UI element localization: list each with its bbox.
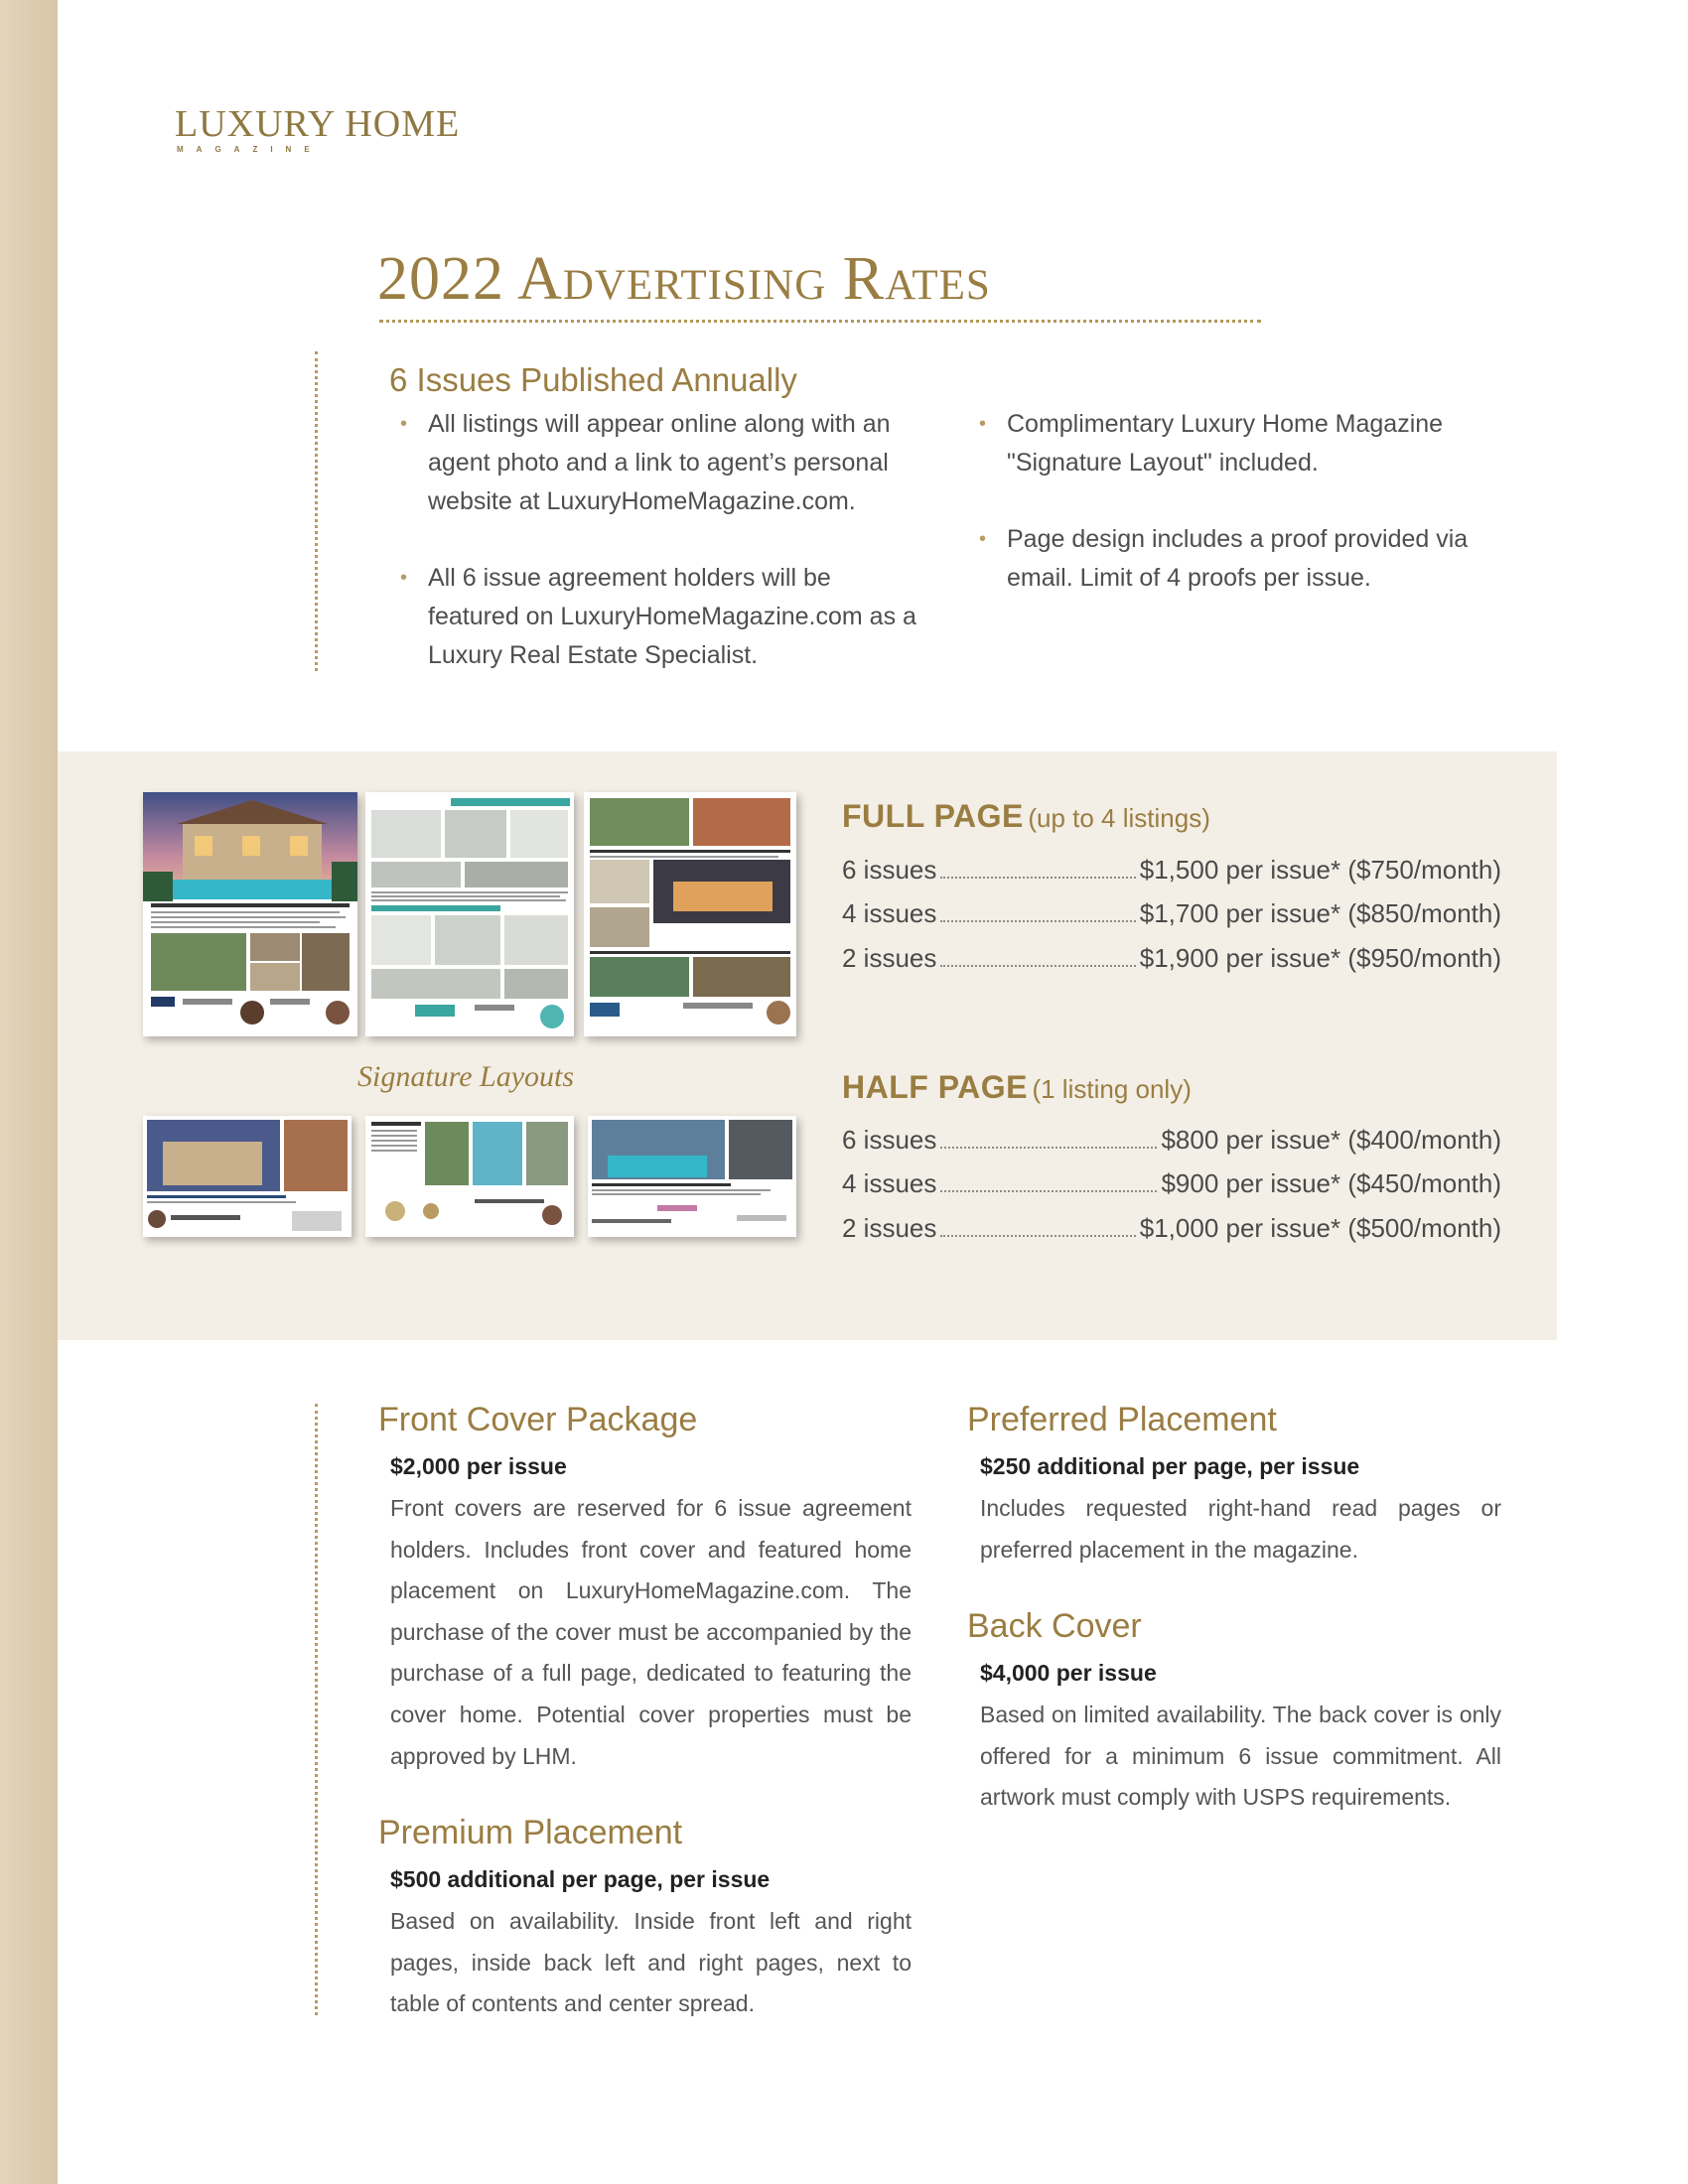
half-page-label: HALF PAGE [842,1069,1029,1105]
rate-leader-dots [940,920,1135,922]
rate-issues: 6 issues [842,1125,937,1155]
left-decorative-strip [0,0,58,2184]
rate-price: $1,500 per issue* ($750/month) [1139,855,1501,885]
page-title: 2022 Advertising Rates [377,245,991,313]
back-cover-title: Back Cover [967,1607,1142,1645]
full-page-label: FULL PAGE [842,798,1024,834]
half-page-sample-3-image [588,1116,796,1237]
full-page-rate-row-2 [842,898,1501,929]
full-page-sample-3 [584,792,796,1036]
half-page-rate-row-3 [842,1213,1501,1244]
back-cover-description: Based on limited availability. The back cover is only offered for a minimum 6 issue commitment. All artwork must comply with USPS requirements. [980,1702,1501,1811]
logo [175,105,460,154]
rate-price: $1,700 per issue* ($850/month) [1139,898,1501,928]
dotted-divider-top [315,351,318,671]
half-page-note: (1 listing only) [1032,1074,1192,1104]
rate-price: $1,000 per issue* ($500/month) [1139,1213,1501,1243]
preferred-placement-price: $250 additional per page, per issue [980,1453,1360,1479]
preferred-placement-title: Preferred Placement [967,1401,1277,1438]
bullet-online-listings: • All listings will appear online along with an agent photo and a link to agent’s personal website at LuxuryHomeMagazine.com. [398,405,920,521]
bullet-specialist-feature: • All 6 issue agreement holders will be featured on LuxuryHomeMagazine.com as a Luxury Real Estate Specialist. [398,559,920,675]
full-page-heading [842,798,1210,835]
front-cover-price: $2,000 per issue [390,1453,567,1479]
left-bullet-list [398,405,920,675]
full-page-sample-2-image [365,792,574,1036]
bullet-signature-layout: • Complimentary Luxury Home Magazine "Signature Layout" included. [977,405,1513,482]
title-dotted-rule [379,320,1261,323]
rate-issues: 4 issues [842,898,937,928]
full-page-note: (up to 4 listings) [1028,803,1210,833]
front-cover-title: Front Cover Package [378,1401,698,1438]
half-page-sample-2-image [365,1116,574,1237]
half-page-sample-1-image [143,1116,352,1237]
rate-leader-dots [940,877,1135,879]
rate-price: $1,900 per issue* ($950/month) [1139,943,1501,973]
rate-leader-dots [940,1147,1157,1149]
full-page-rate-row-1 [842,855,1501,886]
right-bullet-list [977,405,1513,598]
logo-main-text: LUXURY HOME [175,103,461,145]
logo-sub-text: MAGAZINE [177,145,323,154]
preferred-placement-description: Includes requested right-hand read pages or preferred placement in the magazine. [980,1495,1501,1563]
rate-issues: 2 issues [842,1213,937,1243]
rate-price: $800 per issue* ($400/month) [1161,1125,1501,1155]
rate-price: $900 per issue* ($450/month) [1161,1168,1501,1198]
issues-heading: 6 Issues Published Annually [389,361,797,398]
front-cover-description: Front covers are reserved for 6 issue agreement holders. Includes front cover and featured home placement on LuxuryHomeMagazine.com. The purchase of the cover must be accompanied by the purchase of a full page, dedicated to featuring the cover home. Potential cover properties must be approved by LHM. [390,1495,912,1769]
half-page-sample-2 [365,1116,574,1237]
bullet-proofs: • Page design includes a proof provided via email. Limit of 4 proofs per issue. [977,520,1513,598]
half-page-heading [842,1069,1192,1106]
half-page-sample-1 [143,1116,352,1237]
full-page-sample-1 [143,792,357,1036]
premium-placement-price: $500 additional per page, per issue [390,1866,771,1892]
dotted-divider-bottom [315,1404,318,2015]
full-page-sample-2 [365,792,574,1036]
full-page-rate-row-3 [842,943,1501,974]
half-page-rate-row-2 [842,1168,1501,1199]
rate-leader-dots [940,1235,1135,1237]
half-page-sample-3 [588,1116,796,1237]
rate-leader-dots [940,965,1135,967]
rate-issues: 4 issues [842,1168,937,1198]
half-page-rate-row-1 [842,1125,1501,1156]
rate-issues: 2 issues [842,943,937,973]
full-page-sample-3-image [584,792,796,1036]
premium-placement-title: Premium Placement [378,1814,683,1851]
signature-layouts-label: Signature Layouts [357,1060,575,1093]
rate-issues: 6 issues [842,855,937,885]
premium-placement-description: Based on availability. Inside front left and right pages, inside back left and right pages, next to table of contents and center spread. [390,1908,912,2017]
full-page-sample-1-image [143,792,357,1036]
rate-leader-dots [940,1190,1157,1192]
back-cover-price: $4,000 per issue [980,1660,1157,1686]
